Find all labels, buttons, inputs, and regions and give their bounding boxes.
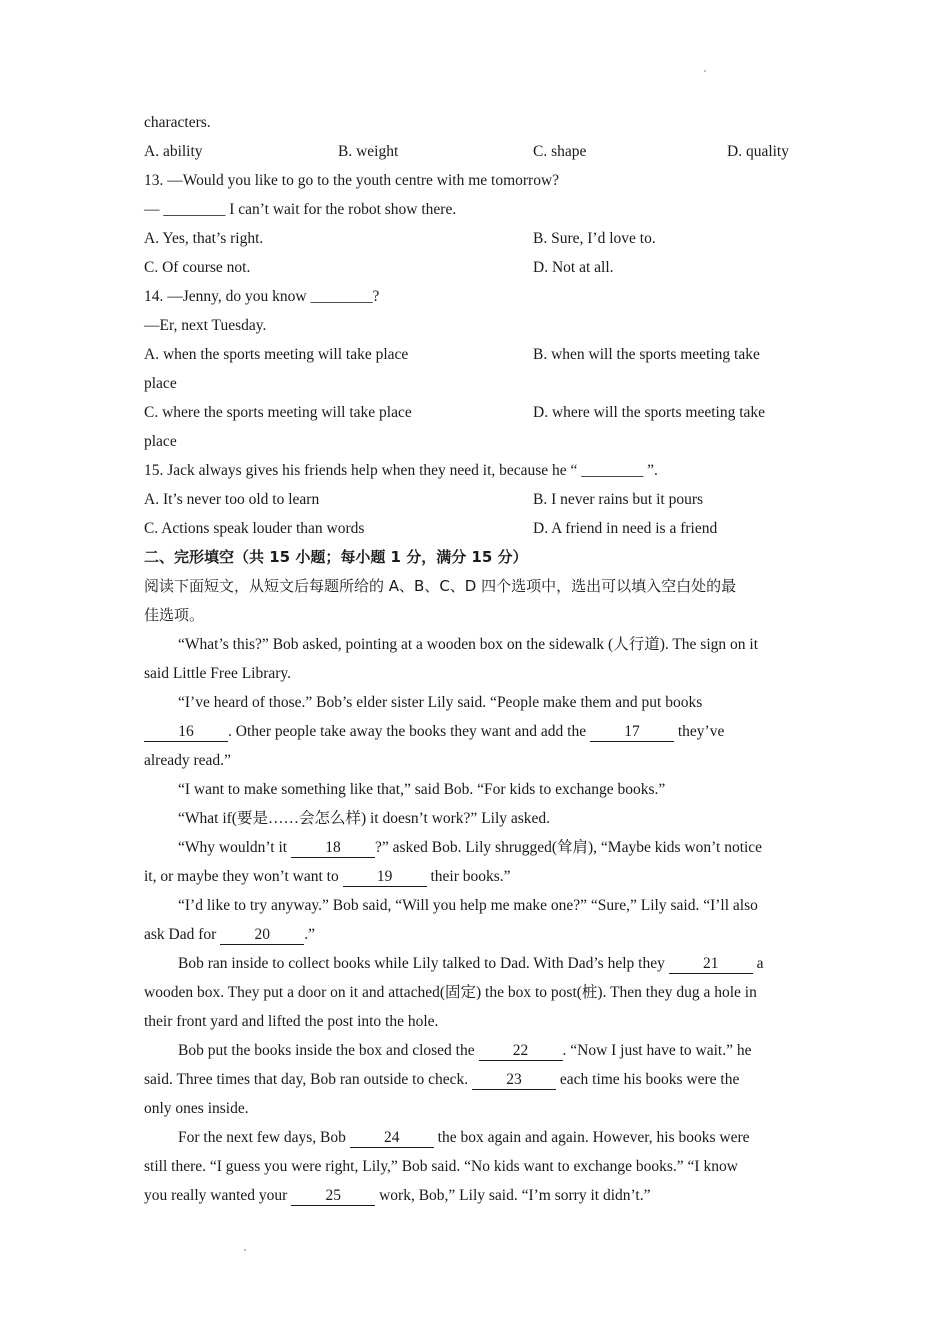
passage-text: they’ve xyxy=(677,723,725,740)
scan-dot-bottom xyxy=(244,1249,246,1251)
passage-text: the box again and again. However, his books were xyxy=(437,1129,750,1146)
passage-p7-line1 xyxy=(144,949,808,978)
passage-p8-line1 xyxy=(144,1036,808,1065)
section-instruction-line2: 佳选项。 xyxy=(144,606,205,624)
q14-stem: 14. —Jenny, do you know ________? xyxy=(144,288,380,305)
q13-option-b: B. Sure, I’d love to. xyxy=(533,230,656,247)
q15-option-b: B. I never rains but it pours xyxy=(533,491,704,508)
blank-16: 16 xyxy=(144,723,228,742)
q13-options-row2 xyxy=(144,253,808,282)
passage-text: ?” asked Bob. Lily shrugged(耸肩), “Maybe kids won’t notice xyxy=(374,839,763,856)
passage-p2-line1: “I’ve heard of those.” Bob’s elder sister Lily said. “People make them and put books xyxy=(178,694,703,711)
blank-23: 23 xyxy=(472,1071,556,1090)
q13-stem: 13. —Would you like to go to the youth centre with me tomorrow? xyxy=(144,172,560,189)
passage-text: a xyxy=(756,955,764,972)
passage-text: you really wanted your xyxy=(144,1187,288,1204)
blank-25: 25 xyxy=(291,1187,375,1206)
q14-option-c: C. where the sports meeting will take place xyxy=(144,404,412,421)
passage-p2-line2 xyxy=(144,717,808,746)
q12-option-d: D. quality xyxy=(727,143,789,160)
passage-p2-line3: already read.” xyxy=(144,752,231,769)
q12-option-b: B. weight xyxy=(338,143,399,160)
q14-reply: —Er, next Tuesday. xyxy=(144,317,267,334)
passage-p9-line1 xyxy=(144,1123,808,1152)
passage-p1-line1: “What’s this?” Bob asked, pointing at a wooden box on the sidewalk (人行道). The sign on it xyxy=(178,636,759,653)
q13-option-a: A. Yes, that’s right. xyxy=(144,230,264,247)
blank-17: 17 xyxy=(590,723,674,742)
blank-21: 21 xyxy=(669,955,753,974)
passage-p7-line3: their front yard and lifted the post into the hole. xyxy=(144,1013,439,1030)
q15-option-d: D. A friend in need is a friend xyxy=(533,520,718,537)
q12-tail: characters. xyxy=(144,114,211,131)
passage-text: “Why wouldn’t it xyxy=(178,839,288,856)
q12-option-c: C. shape xyxy=(533,143,587,160)
exam-page xyxy=(144,108,808,1210)
section-title-cloze: 二、完形填空（共 15 小题；每小题 1 分，满分 15 分） xyxy=(144,548,528,566)
blank-22: 22 xyxy=(479,1042,563,1061)
blank-24: 24 xyxy=(350,1129,434,1148)
passage-p8-line2 xyxy=(144,1065,808,1094)
passage-p8-line3: only ones inside. xyxy=(144,1100,249,1117)
q15-option-c: C. Actions speak louder than words xyxy=(144,520,365,537)
q14-option-d-wrap: place xyxy=(144,433,177,450)
passage-p5-line1 xyxy=(144,833,808,862)
passage-p1-line2: said Little Free Library. xyxy=(144,665,292,682)
passage-p9-line3 xyxy=(144,1181,808,1210)
passage-text: Bob put the books inside the box and closed the xyxy=(178,1042,475,1059)
passage-text: each time his books were the xyxy=(559,1071,740,1088)
q13-option-d: D. Not at all. xyxy=(533,259,614,276)
q14-options-row1 xyxy=(144,340,808,369)
blank-18: 18 xyxy=(291,839,375,858)
q14-options-row2 xyxy=(144,398,808,427)
q15-options-row2 xyxy=(144,514,808,543)
section-instruction-line1: 阅读下面短文，从短文后每题所给的 A、B、C、D 四个选项中，选出可以填入空白处的最 xyxy=(144,577,737,595)
q13-options-row1 xyxy=(144,224,808,253)
passage-text: . Other people take away the books they want and add the xyxy=(228,723,587,740)
passage-text: it, or maybe they won’t want to xyxy=(144,868,339,885)
q12-option-a: A. ability xyxy=(144,143,203,160)
q12-options xyxy=(144,137,808,166)
passage-text: For the next few days, Bob xyxy=(178,1129,346,1146)
q14-option-b-wrap: place xyxy=(144,375,177,392)
q15-stem: 15. Jack always gives his friends help when they need it, because he “ ________ ”. xyxy=(144,462,658,479)
passage-p6-line2 xyxy=(144,920,808,949)
q13-option-c: C. Of course not. xyxy=(144,259,251,276)
passage-text: their books.” xyxy=(430,868,511,885)
q14-option-b: B. when will the sports meeting take xyxy=(533,346,760,363)
passage-p6-line1: “I’d like to try anyway.” Bob said, “Will you help me make one?” “Sure,” Lily said. “I’ll also xyxy=(178,897,758,914)
passage-text: . “Now I just have to wait.” he xyxy=(562,1042,752,1059)
q13-reply: — ________ I can’t wait for the robot show there. xyxy=(144,201,457,218)
passage-p4: “What if(要是……会怎么样) it doesn’t work?” Lily asked. xyxy=(178,810,551,827)
q14-option-a: A. when the sports meeting will take place xyxy=(144,346,409,363)
passage-p9-line2: still there. “I guess you were right, Lily,” Bob said. “No kids want to exchange books.” “I know xyxy=(144,1158,738,1175)
passage-p5-line2 xyxy=(144,862,808,891)
q15-option-a: A. It’s never too old to learn xyxy=(144,491,320,508)
passage-text: .” xyxy=(304,926,315,943)
q15-options-row1 xyxy=(144,485,808,514)
passage-p3: “I want to make something like that,” said Bob. “For kids to exchange books.” xyxy=(178,781,666,798)
blank-20: 20 xyxy=(220,926,304,945)
scan-dot-top xyxy=(704,70,706,72)
passage-text: said. Three times that day, Bob ran outside to check. xyxy=(144,1071,469,1088)
passage-p7-line2: wooden box. They put a door on it and attached(固定) the box to post(桩). Then they dug a hole in xyxy=(144,984,757,1001)
passage-text: work, Bob,” Lily said. “I’m sorry it didn’t.” xyxy=(379,1187,651,1204)
blank-19: 19 xyxy=(343,868,427,887)
passage-text: Bob ran inside to collect books while Lily talked to Dad. With Dad’s help they xyxy=(178,955,665,972)
q14-option-d: D. where will the sports meeting take xyxy=(533,404,766,421)
passage-text: ask Dad for xyxy=(144,926,217,943)
